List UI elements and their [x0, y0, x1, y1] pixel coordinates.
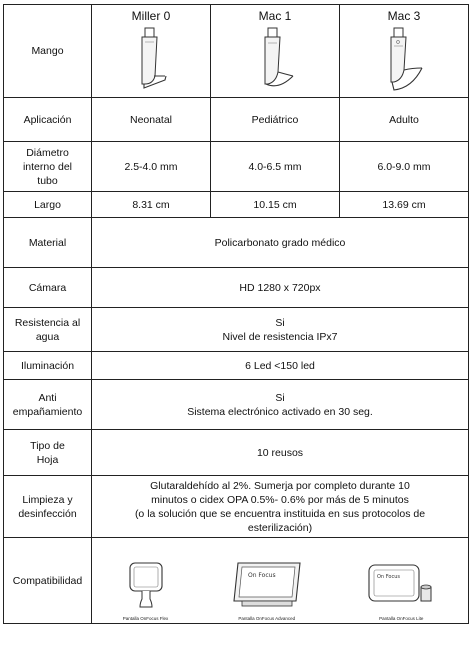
- model-name: Miller 0: [131, 9, 171, 23]
- model-miller-0: [92, 5, 211, 98]
- label-line: desinfección: [18, 507, 77, 520]
- row-compatibilidad: [4, 538, 469, 624]
- value-line: Sistema electrónico activado en 30 seg.: [187, 405, 373, 418]
- device-advanced: [230, 542, 304, 622]
- value-line: minutos o cidex OPA 0.5%- 0.6% por más de 5 minutos: [151, 493, 409, 506]
- model-name: Mac 1: [258, 9, 292, 23]
- model-mac-3: [340, 5, 469, 98]
- cell-value: 2.5-4.0 mm: [92, 142, 211, 192]
- label-line: Resistencia al: [14, 316, 81, 329]
- row-antiempanamiento: [4, 380, 469, 430]
- monitor-advanced-icon: [230, 557, 304, 613]
- cell-value: 6.0-9.0 mm: [340, 142, 469, 192]
- label-line: Diámetro: [26, 146, 69, 159]
- value-line: Si: [275, 391, 285, 404]
- monitor-flex-icon: [126, 557, 166, 613]
- device-caption: Pantalla OnFocus Flex: [122, 615, 169, 621]
- screen-text: On Focus: [377, 573, 401, 580]
- label-line: empañamiento: [12, 405, 83, 418]
- cell-value: 13.69 cm: [340, 192, 469, 218]
- cell-value: Adulto: [340, 98, 469, 142]
- label-camara: Cámara: [4, 268, 92, 308]
- value-line: Si: [275, 316, 285, 329]
- label-compatibilidad: Compatibilidad: [4, 538, 92, 624]
- cell-value: 10 reusos: [92, 430, 469, 476]
- row-material: [4, 218, 469, 268]
- row-largo: [4, 192, 469, 218]
- device-caption: Pantalla OnFocus Advanced: [238, 615, 296, 621]
- cell-value: 10.15 cm: [211, 192, 340, 218]
- label-line: Hoja: [36, 453, 59, 466]
- label-resistencia: [4, 308, 92, 352]
- cell-value: 6 Led <150 led: [92, 352, 469, 380]
- label-aplicacion: Aplicación: [4, 98, 92, 142]
- label-mango: Mango: [4, 5, 92, 98]
- label-antiempanamiento: [4, 380, 92, 430]
- label-line: tubo: [37, 174, 58, 187]
- label-limpieza: [4, 476, 92, 538]
- cell-value: Pediátrico: [211, 98, 340, 142]
- cell-value: Policarbonato grado médico: [92, 218, 469, 268]
- label-line: agua: [35, 330, 60, 343]
- row-limpieza: [4, 476, 469, 538]
- label-line: Tipo de: [30, 439, 65, 452]
- row-resistencia: [4, 308, 469, 352]
- label-iluminacion: Iluminación: [4, 352, 92, 380]
- row-iluminacion: [4, 352, 469, 380]
- cell-value: 4.0-6.5 mm: [211, 142, 340, 192]
- row-mango: [4, 5, 469, 98]
- label-largo: Largo: [4, 192, 92, 218]
- row-diametro: [4, 142, 469, 192]
- monitor-lite-icon: [365, 557, 437, 613]
- row-tipo-hoja: [4, 430, 469, 476]
- model-mac-1: [211, 5, 340, 98]
- screen-text: On Focus: [247, 571, 276, 579]
- value-line: esterilización): [247, 521, 313, 534]
- cell-value: [92, 308, 469, 352]
- device-lite: [365, 542, 437, 622]
- row-camara: [4, 268, 469, 308]
- cell-value: [92, 476, 469, 538]
- cell-value: HD 1280 x 720px: [92, 268, 469, 308]
- model-name: Mac 3: [387, 9, 421, 23]
- device-caption: Pantalla OnFocus Lite: [379, 615, 424, 621]
- value-line: (o la solución que se encuentra instituida en sus protocolos de: [134, 507, 426, 520]
- label-line: interno del: [22, 160, 73, 173]
- value-line: Glutaraldehído al 2%. Sumerja por completo durante 10: [150, 479, 410, 492]
- miller-blade-icon: [131, 24, 171, 94]
- cell-value: Neonatal: [92, 98, 211, 142]
- cell-value: 8.31 cm: [92, 192, 211, 218]
- cell-value: [92, 380, 469, 430]
- label-line: Anti: [38, 391, 57, 404]
- mac-blade-icon: [253, 24, 297, 94]
- value-line: Nivel de resistencia IPx7: [222, 330, 338, 343]
- label-diametro: [4, 142, 92, 192]
- label-tipo-hoja: [4, 430, 92, 476]
- label-line: Limpieza y: [22, 493, 73, 506]
- compat-devices: [92, 538, 469, 624]
- row-aplicacion: [4, 98, 469, 142]
- label-material: Material: [4, 218, 92, 268]
- mac-blade-icon: [382, 24, 426, 94]
- spec-table: [3, 4, 469, 624]
- device-flex: [123, 542, 169, 622]
